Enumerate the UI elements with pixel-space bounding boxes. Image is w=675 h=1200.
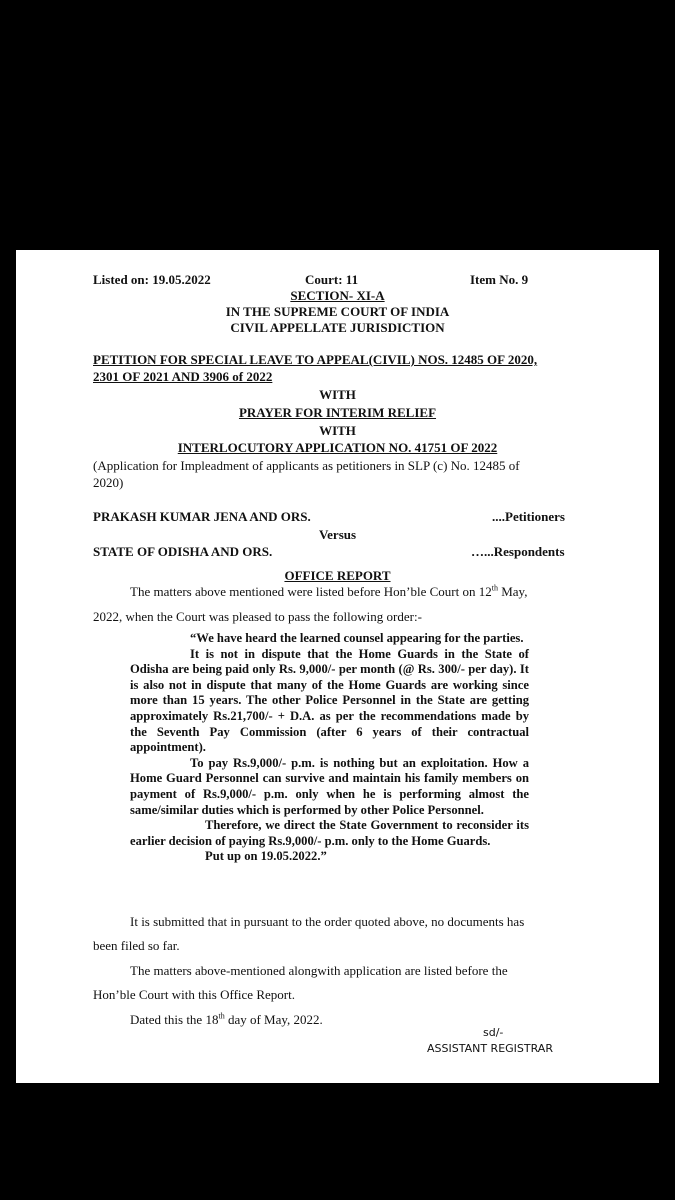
application-note-line2: 2020) <box>93 475 124 490</box>
court-name: IN THE SUPREME COURT OF INDIA <box>225 304 450 319</box>
ia-heading: INTERLOCUTORY APPLICATION NO. 41751 OF 2022 <box>177 440 498 455</box>
intro-line2: 2022, when the Court was pleased to pass the following order:- <box>93 609 422 624</box>
item-number: Item No. 9 <box>470 272 529 287</box>
petitioner-name: PRAKASH KUMAR JENA AND ORS. <box>93 509 311 524</box>
quote-paragraph-1: “We have heard the learned counsel appearing for the parties. <box>190 631 524 645</box>
respondent-name: STATE OF ODISHA AND ORS. <box>93 544 273 559</box>
application-note-line1: (Application for Impleadment of applicants as petitioners in SLP (c) No. 12485 of <box>93 458 520 473</box>
submitted-line1: It is submitted that in pursuant to the order quoted above, no documents has <box>130 914 525 929</box>
listed-line1: The matters above-mentioned alongwith application are listed before the <box>130 963 508 978</box>
respondent-role: …...Respondents <box>471 544 565 559</box>
listed-on: Listed on: 19.05.2022 <box>93 272 211 287</box>
court-number: Court: 11 <box>305 272 359 287</box>
dated-line: Dated this the 18th day of May, 2022. <box>130 1011 323 1027</box>
jurisdiction: CIVIL APPELLATE JURISDICTION <box>230 320 445 335</box>
quote-paragraph-2: It is not in dispute that the Home Guards in the State of Odisha are being paid only Rs. 9,000/- per month (@ Rs. 300/- per day). It is also not in dispute that many of the Home Guards are working since more than 15 years. The other Police Personnel in the State are getting approximately Rs.21,700/- + D.A. as per the recommendations made by the Seventh Pay Commission (after 6 years of their contractual appointment). <box>130 646 529 755</box>
office-report-title: OFFICE REPORT <box>284 568 391 583</box>
quote-paragraph-4: Therefore, we direct the State Government to reconsider its earlier decision of paying Rs.9,000/- p.m. only to the Home Guards. <box>130 818 529 848</box>
intro-line1: The matters above mentioned were listed before Hon’ble Court on 12th May, <box>130 583 528 599</box>
with-label-2: WITH <box>319 423 356 438</box>
submitted-line2: been filed so far. <box>93 938 180 953</box>
signature-mark: sd/- <box>483 1026 504 1039</box>
quote-paragraph-5: Put up on 19.05.2022.” <box>205 849 327 864</box>
versus-label: Versus <box>318 527 357 542</box>
signatory-designation: ASSISTANT REGISTRAR <box>427 1042 553 1055</box>
petition-title-line1: PETITION FOR SPECIAL LEAVE TO APPEAL(CIVIL) NOS. 12485 OF 2020, <box>93 352 538 367</box>
quote-paragraph-3: To pay Rs.9,000/- p.m. is nothing but an exploitation. How a Home Guard Personnel can survive and maintain his family members on payment of Rs.9,000/- p.m. only when he is performing almost the same/similar duties which is performed by other Police Personnel. <box>130 755 529 817</box>
with-label-1: WITH <box>319 387 356 402</box>
court-order-quote <box>130 631 529 865</box>
document-page <box>16 250 659 1083</box>
prayer-heading: PRAYER FOR INTERIM RELIEF <box>238 405 437 420</box>
petition-title-line2: 2301 OF 2021 AND 3906 of 2022 <box>93 369 273 384</box>
petitioner-role: ....Petitioners <box>492 509 565 524</box>
listed-line2: Hon’ble Court with this Office Report. <box>93 987 295 1002</box>
section-heading: SECTION- XI-A <box>290 288 385 303</box>
